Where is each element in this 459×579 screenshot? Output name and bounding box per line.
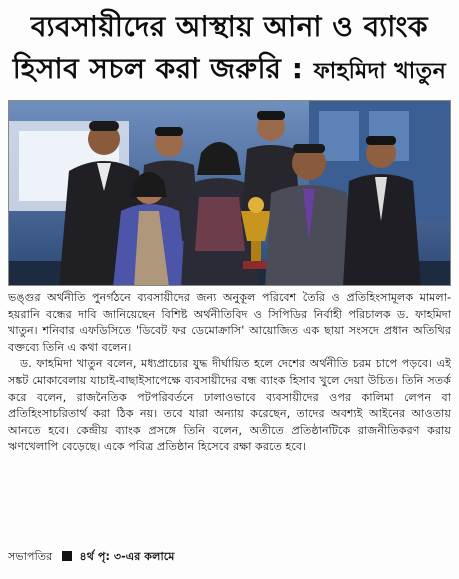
award-ceremony-photo: [9, 101, 451, 286]
article-body: [8, 290, 451, 456]
headline-separator: :: [291, 52, 304, 85]
headline: [8, 6, 451, 94]
continuation-lead: সভাপতির: [8, 550, 53, 563]
continuation-line: [8, 547, 451, 567]
headline-byline: ফাহমিদা খাতুন: [313, 59, 447, 84]
headline-line-1: ব্যবসায়ীদের আস্থায় আনা ও ব্যাংক: [30, 10, 429, 43]
continuation-reference: ৪র্থ পৃ: ৩-এর কলামে: [79, 550, 175, 563]
headline-line-2-text: হিসাব সচল করা জরুরি: [12, 52, 282, 85]
square-bullet-icon: [62, 551, 72, 561]
headline-line-2: [8, 48, 451, 93]
article-paragraph-1: ভঙ্গুর অর্থনীতি পুনর্গঠনে ব্যবসায়ীদের জন্য অনুকূল পরিবেশ তৈরি ও প্রতিহিংসামূলক মামলা-হয়রানি বন্ধের দাবি জানিয়েছেন বিশিষ্ট অর্থনীতিবিদ ও সিপিডির নির্বাহী পরিচালক ড. ফাহমিদা খাতুন। শনিবার এফডিসিতে 'ডিবেট ফর ডেমোক্রাসি' আয়োজিত এক ছায়া সংসদে প্রধান অতিথির বক্তব্যে তিনি এ কথা বলেন।: [8, 291, 451, 354]
article-paragraph-2: ড. ফাহমিদা খাতুন বলেন, মধ্যপ্রাচ্যের যুদ্ধ দীর্ঘায়িত হলে দেশের অর্থনীতি চরম চাপে পড়বে। এই সঙ্কট মোকাবেলায় যাচাই-বাছাইসাপেক্ষে ব্যবসায়ীদের বন্ধ ব্যাংক হিসাব খুলে দেয়া উচিত। তিনি সতর্ক করে বলেন, রাজনৈতিক পটপরিবর্তনে ঢালাওভাবে ব্যবসায়ীদের ওপর কালিমা লেপন বা প্রতিহিংসাচরিতার্থ করা ঠিক নয়। তবে যারা অন্যায় করেছেন, তাদের অবশ্যই আইনের আওতায় আনতে হবে। কেন্দ্রীয় ব্যাংক প্রসঙ্গে তিনি বলেন, অতীতে প্রতিষ্ঠানটিকে রাজনীতিকরণ করায় ঋণখেলাপি বেড়েছে। একে পবিত্র প্রতিষ্ঠান হিসেবে রক্ষা করতে হবে।: [8, 357, 451, 454]
event-photo: [8, 100, 451, 286]
